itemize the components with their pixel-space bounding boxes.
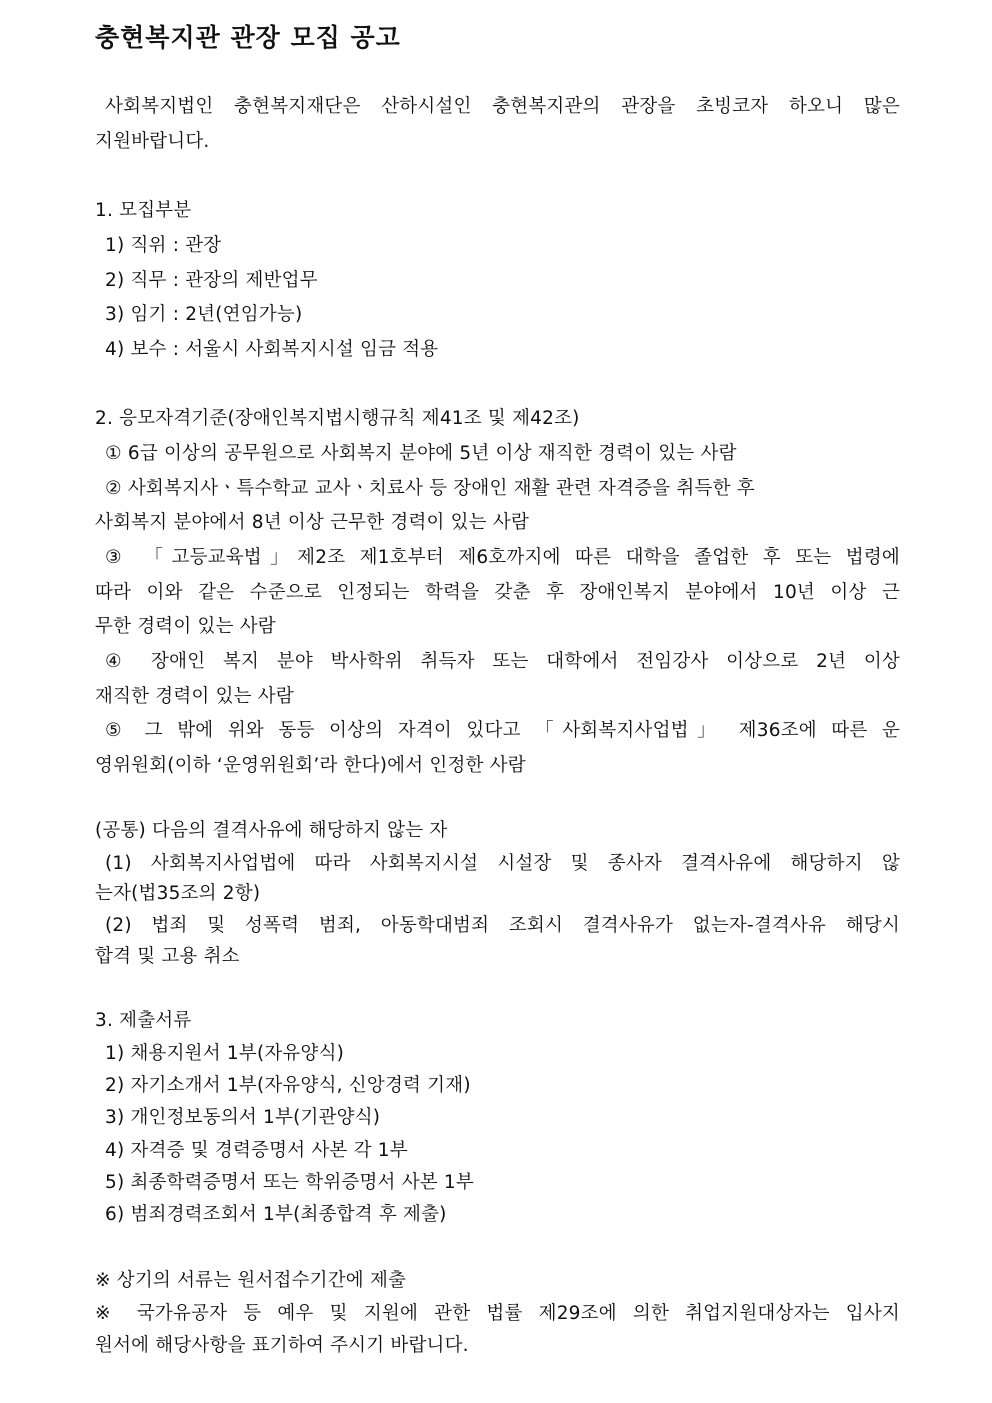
document-title: 충현복지관 관장 모집 공고	[95, 23, 401, 52]
note-line: 원서에 해당사항을 표기하여 주시기 바랍니다.	[95, 1335, 469, 1356]
section-2-line: 재직한 경력이 있는 사람	[95, 686, 294, 707]
section-2-line: 무한 경력이 있는 사람	[95, 616, 276, 637]
note-line: ※ 상기의 서류는 원서접수기간에 제출	[95, 1270, 407, 1291]
common-line: (1) 사회복지사업법에 따라 사회복지시설 시설장 및 종사자 결격사유에 해당하지 않	[105, 853, 900, 874]
section-2-line: ③ 「고등교육법」제2조 제1호부터 제6호까지에 따른 대학을 졸업한 후 또는 법령에	[105, 547, 900, 568]
section-1-item: 2) 직무 : 관장의 제반업무	[105, 270, 318, 291]
common-line: 는자(법35조의 2항)	[95, 883, 261, 904]
section-3-item: 5) 최종학력증명서 또는 학위증명서 사본 1부	[105, 1172, 474, 1193]
intro-line-2: 지원바랍니다.	[95, 131, 210, 152]
section-3-item: 3) 개인정보동의서 1부(기관양식)	[105, 1107, 381, 1128]
section-2-line: 사회복지 분야에서 8년 이상 근무한 경력이 있는 사람	[95, 512, 530, 533]
note-line: ※ 국가유공자 등 예우 및 지원에 관한 법률 제29조에 의한 취업지원대상자는 입사지	[95, 1303, 900, 1324]
section-1-item: 4) 보수 : 서울시 사회복지시설 임금 적용	[105, 339, 439, 360]
section-1-item: 3) 임기 : 2년(연임가능)	[105, 304, 303, 325]
section-3-item: 1) 채용지원서 1부(자유양식)	[105, 1043, 345, 1064]
intro-line-1: 사회복지법인 충현복지재단은 산하시설인 충현복지관의 관장을 초빙코자 하오니 많은	[105, 96, 900, 117]
common-line: (2) 법죄 및 성폭력 범죄, 아동학대범죄 조회시 결격사유가 없는자-결격사유 해당시	[105, 915, 900, 936]
common-heading: (공통) 다음의 결격사유에 해당하지 않는 자	[95, 820, 448, 841]
common-line: 합격 및 고용 취소	[95, 946, 240, 967]
section-3-item: 6) 범죄경력조회서 1부(최종합격 후 제출)	[105, 1204, 447, 1225]
section-2-line: 따라 이와 같은 수준으로 인정되는 학력을 갖춘 후 장애인복지 분야에서 10년 이상 근	[95, 582, 900, 603]
section-1-heading: 1. 모집부분	[95, 200, 192, 221]
section-3-item: 2) 자기소개서 1부(자유양식, 신앙경력 기재)	[105, 1075, 471, 1096]
section-2-line: ① 6급 이상의 공무원으로 사회복지 분야에 5년 이상 재직한 경력이 있는 사람	[105, 443, 737, 464]
section-2-line: ⑤ 그 밖에 위와 동등 이상의 자격이 있다고 「사회복지사업법」 제36조에 따른 운	[105, 720, 900, 741]
section-1-item: 1) 직위 : 관장	[105, 235, 222, 256]
section-2-line: 영위원회(이하 ‘운영위원회’라 한다)에서 인정한 사람	[95, 755, 526, 776]
section-2-heading: 2. 응모자격기준(장애인복지법시행규칙 제41조 및 제42조)	[95, 408, 580, 429]
section-3-heading: 3. 제출서류	[95, 1010, 192, 1031]
section-3-item: 4) 자격증 및 경력증명서 사본 각 1부	[105, 1140, 408, 1161]
section-2-line: ④ 장애인 복지 분야 박사학위 취득자 또는 대학에서 전임강사 이상으로 2년 이상	[105, 651, 900, 672]
section-2-line: ② 사회복지사ㆍ특수학교 교사ㆍ치료사 등 장애인 재활 관련 자격증을 취득한 후	[105, 478, 755, 499]
